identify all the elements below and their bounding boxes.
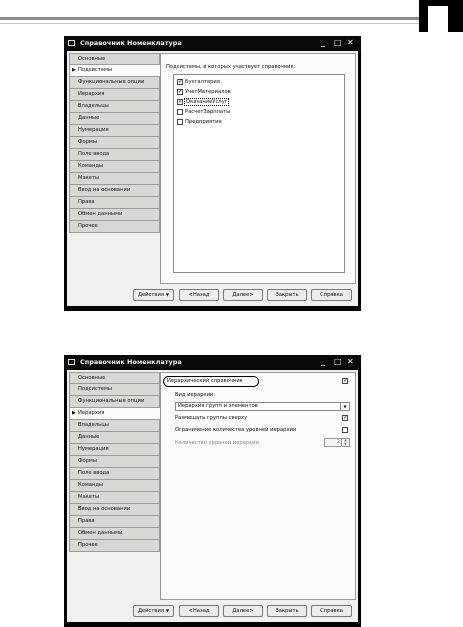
nav-item-functional-options[interactable]: Функциональные опции [69,77,160,89]
nav-item-data-exchange[interactable]: Обмен данными [69,528,160,540]
close-button[interactable]: Закрыть [267,605,307,617]
chevron-down-icon[interactable]: ▼ [340,403,349,410]
nav-item-data-exchange[interactable]: Обмен данными [69,209,160,221]
subsystems-list [173,74,345,273]
button-bar [67,605,358,618]
levels-count-stepper: 2 ▲ ▼ [324,438,350,447]
stepper-arrows-icon: ▲ ▼ [341,439,349,446]
hierarchy-type-label: Вид иерархии: [175,392,216,398]
nav-item-data[interactable]: Данные [69,432,160,444]
page-header-rule-thin [0,23,420,24]
nav-item-main[interactable]: Основные [69,53,160,65]
nav-item-forms[interactable]: Формы [69,137,160,149]
checkbox-unchecked[interactable] [177,119,183,125]
close-icon[interactable]: ✕ [347,357,354,366]
nav-item-data[interactable]: Данные [69,113,160,125]
levels-count-label: Количество уровней иерархии [175,440,259,446]
button-bar [67,289,358,302]
checkbox-checked[interactable] [177,89,183,95]
maximize-icon[interactable]: □ [334,38,342,47]
nav-item-templates[interactable]: Макеты [69,492,160,504]
app-icon [68,40,75,46]
next-button[interactable]: Далее> [223,605,263,617]
nav-item-hierarchy[interactable]: Иерархия [69,89,160,101]
hierarchy-type-select[interactable]: Иерархия групп и элементов ▼ [175,402,350,411]
level-limit-checkbox[interactable] [342,427,348,433]
subsystems-panel [160,53,356,284]
active-arrow-icon: ▶ [72,67,76,73]
subsystem-row[interactable]: ✓ОказаниеУслуг [177,98,228,106]
catalog-editor-window-hierarchy [64,355,361,627]
close-button[interactable]: Закрыть [267,289,307,301]
app-icon [68,359,75,365]
nav-item-input-field[interactable]: Поле ввода [69,149,160,161]
checkbox-checked[interactable] [177,79,183,85]
subsystem-row[interactable]: РасчетЗарплаты [177,108,230,116]
checkbox-unchecked[interactable] [177,109,183,115]
settings-nav [69,372,160,552]
window-title: Справочник Номенклатура [80,39,182,47]
nav-item-rights[interactable]: Права [69,516,160,528]
nav-item-input-based-on[interactable]: Ввод на основании [69,185,160,197]
nav-item-input-field[interactable]: Поле ввода [69,468,160,480]
nav-item-other[interactable]: Прочее [69,540,160,552]
nav-item-subsystems[interactable]: ▶ Подсистемы [69,65,164,77]
subsystem-row[interactable]: ✓УчетМатериалов [177,88,231,96]
nav-item-rights[interactable]: Права [69,197,160,209]
catalog-editor-window-subsystems [64,36,361,311]
nav-item-commands[interactable]: Команды [69,161,160,173]
groups-top-checkbox[interactable] [342,415,348,421]
nav-item-hierarchy[interactable]: ▶ Иерархия [69,408,164,420]
window-titlebar [64,355,361,369]
settings-nav [69,53,160,233]
chevron-down-icon: ▼ [165,608,170,613]
help-button[interactable]: Справка [311,605,352,617]
page-corner-tab [419,0,463,32]
hierarchical-catalog-checkbox[interactable] [342,378,348,384]
window-titlebar [64,36,361,50]
nav-item-functional-options[interactable]: Функциональные опции [69,396,160,408]
nav-item-owners[interactable]: Владельцы [69,420,160,432]
nav-item-main[interactable]: Основные [69,372,160,384]
actions-button[interactable]: Действия ▼ [133,605,174,617]
nav-item-subsystems[interactable]: Подсистемы [69,384,160,396]
nav-item-commands[interactable]: Команды [69,480,160,492]
nav-item-numbering[interactable]: Нумерация [69,125,160,137]
next-button[interactable]: Далее> [223,289,263,301]
actions-button[interactable]: Действия ▼ [133,289,174,301]
nav-item-other[interactable]: Прочее [69,221,160,233]
minimize-icon[interactable]: _ [321,357,325,366]
checkbox-checked[interactable] [177,99,183,105]
window-title: Справочник Номенклатура [80,358,182,366]
active-arrow-icon: ▶ [72,410,76,416]
back-button[interactable]: <Назад [179,289,219,301]
nav-item-owners[interactable]: Владельцы [69,101,160,113]
minimize-icon[interactable]: _ [321,38,325,47]
hierarchy-panel [160,372,356,600]
level-limit-label: Ограничение количества уровней иерархии [175,427,297,433]
window-client [67,51,358,306]
window-client [67,370,358,622]
help-button[interactable]: Справка [311,289,352,301]
maximize-icon[interactable]: □ [334,357,342,366]
chevron-down-icon: ▼ [165,292,170,297]
page-header-rule [0,17,420,20]
subsystem-row[interactable]: Предприятие [177,118,222,126]
nav-item-input-based-on[interactable]: Ввод на основании [69,504,160,516]
subsystem-row[interactable]: ✓Бухгалтерия [177,78,220,86]
groups-top-label: Размещать группы сверху [175,415,248,421]
hierarchical-catalog-label: Иерархический справочник [167,378,243,384]
nav-item-numbering[interactable]: Нумерация [69,444,160,456]
nav-item-forms[interactable]: Формы [69,456,160,468]
nav-item-templates[interactable]: Макеты [69,173,160,185]
subsystems-heading: Подсистемы, в которых участвует справочник: [166,64,296,70]
back-button[interactable]: <Назад [179,605,219,617]
close-icon[interactable]: ✕ [347,38,354,47]
